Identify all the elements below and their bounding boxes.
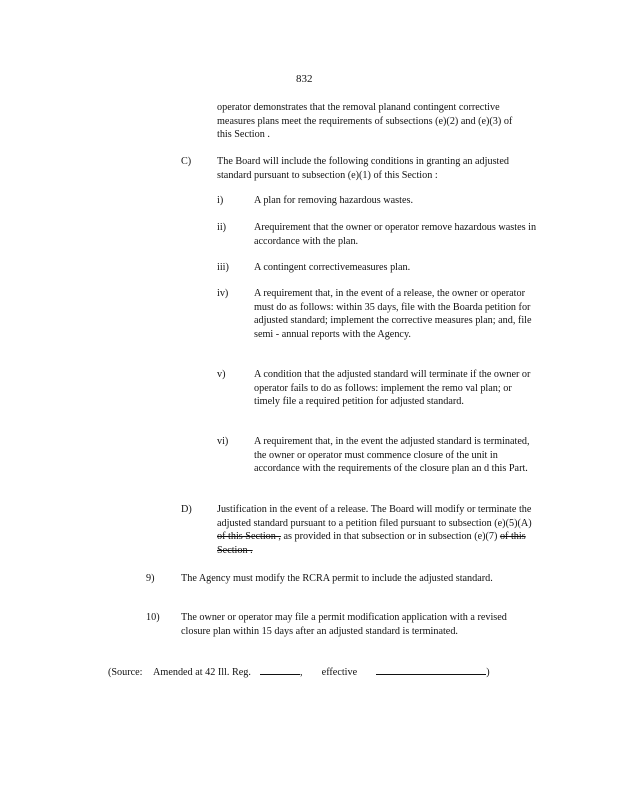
item-d-label: D) [181,504,192,515]
item-d-text-1: Justification in the event of a release. The Board will modify or terminate the adjusted standard pursuant to a petition filed pursuant to subsection (e)(5)(A) [217,504,532,529]
subitem-vi-label: vi) [217,436,229,447]
item-10-label: 10) [146,612,160,623]
subitem-ii-text: Arequirement that the owner or operator remove hazardous wastes in accordance with the plan. [254,222,537,247]
item-9-label: 9) [146,573,155,584]
subitem-i-label: i) [217,195,224,206]
item-d-strike-2: of this Section . [217,531,526,556]
item-d-text-2: as provided in that subsection or in subsection (e)(7) [283,531,498,543]
item-c-text: The Board will include the following conditions in granting an adjusted standard pursuant to subsection (e)(1) of this Section : [217,156,509,181]
register-page-blank [260,665,300,675]
subitem-iv-text: A requirement that, in the event of a release, the owner or operator must do as follows: within 35 days, file with the Boarda petition for adjusted standard; implement the corrective measures plan; and, file semi - annual reports with the Agency. [254,288,532,340]
source-effective: effective [321,667,358,678]
item-d-text [217,503,539,557]
item-d-strike-1: of this Section , [217,531,281,543]
item-10-text: The owner or operator may file a permit modification application with a revised closure plan within 15 days after an adjusted standard is terminated. [181,612,507,637]
subitem-iv-label: iv) [217,288,229,299]
continuation-paragraph: operator demonstrates that the removal planand contingent corrective measures plans meet the requirements of subsections (e)(2) and (e)(3) of this Section . [217,102,513,141]
source-note [108,665,490,680]
subitem-ii-label: ii) [217,222,227,233]
subitem-v-label: v) [217,369,226,380]
item-9-text: The Agency must modify the RCRA permit to include the adjusted standard. [181,573,493,584]
effective-date-blank [376,665,486,675]
source-open: (Source: [108,667,143,678]
source-amended: Amended at 42 Ill. Reg. [153,667,251,678]
item-c-label: C) [181,156,192,167]
subitem-i-text: A plan for removing hazardous wastes. [254,195,413,206]
source-close: ) [486,667,490,678]
subitem-v-text: A condition that the adjusted standard will terminate if the owner or operator fails to do as follows: implement the remo val plan; or timely file a required petition for adjusted standard. [254,369,531,408]
page-number: 832 [296,73,313,85]
subitem-vi-text: A requirement that, in the event the adjusted standard is terminated, the owner or operator must commence closure of the unit in accordance with the requirements of the closure plan an d this Part. [254,436,530,475]
subitem-iii-label: iii) [217,262,229,273]
source-comma: , [300,667,303,678]
subitem-iii-text: A contingent correctivemeasures plan. [254,262,411,273]
